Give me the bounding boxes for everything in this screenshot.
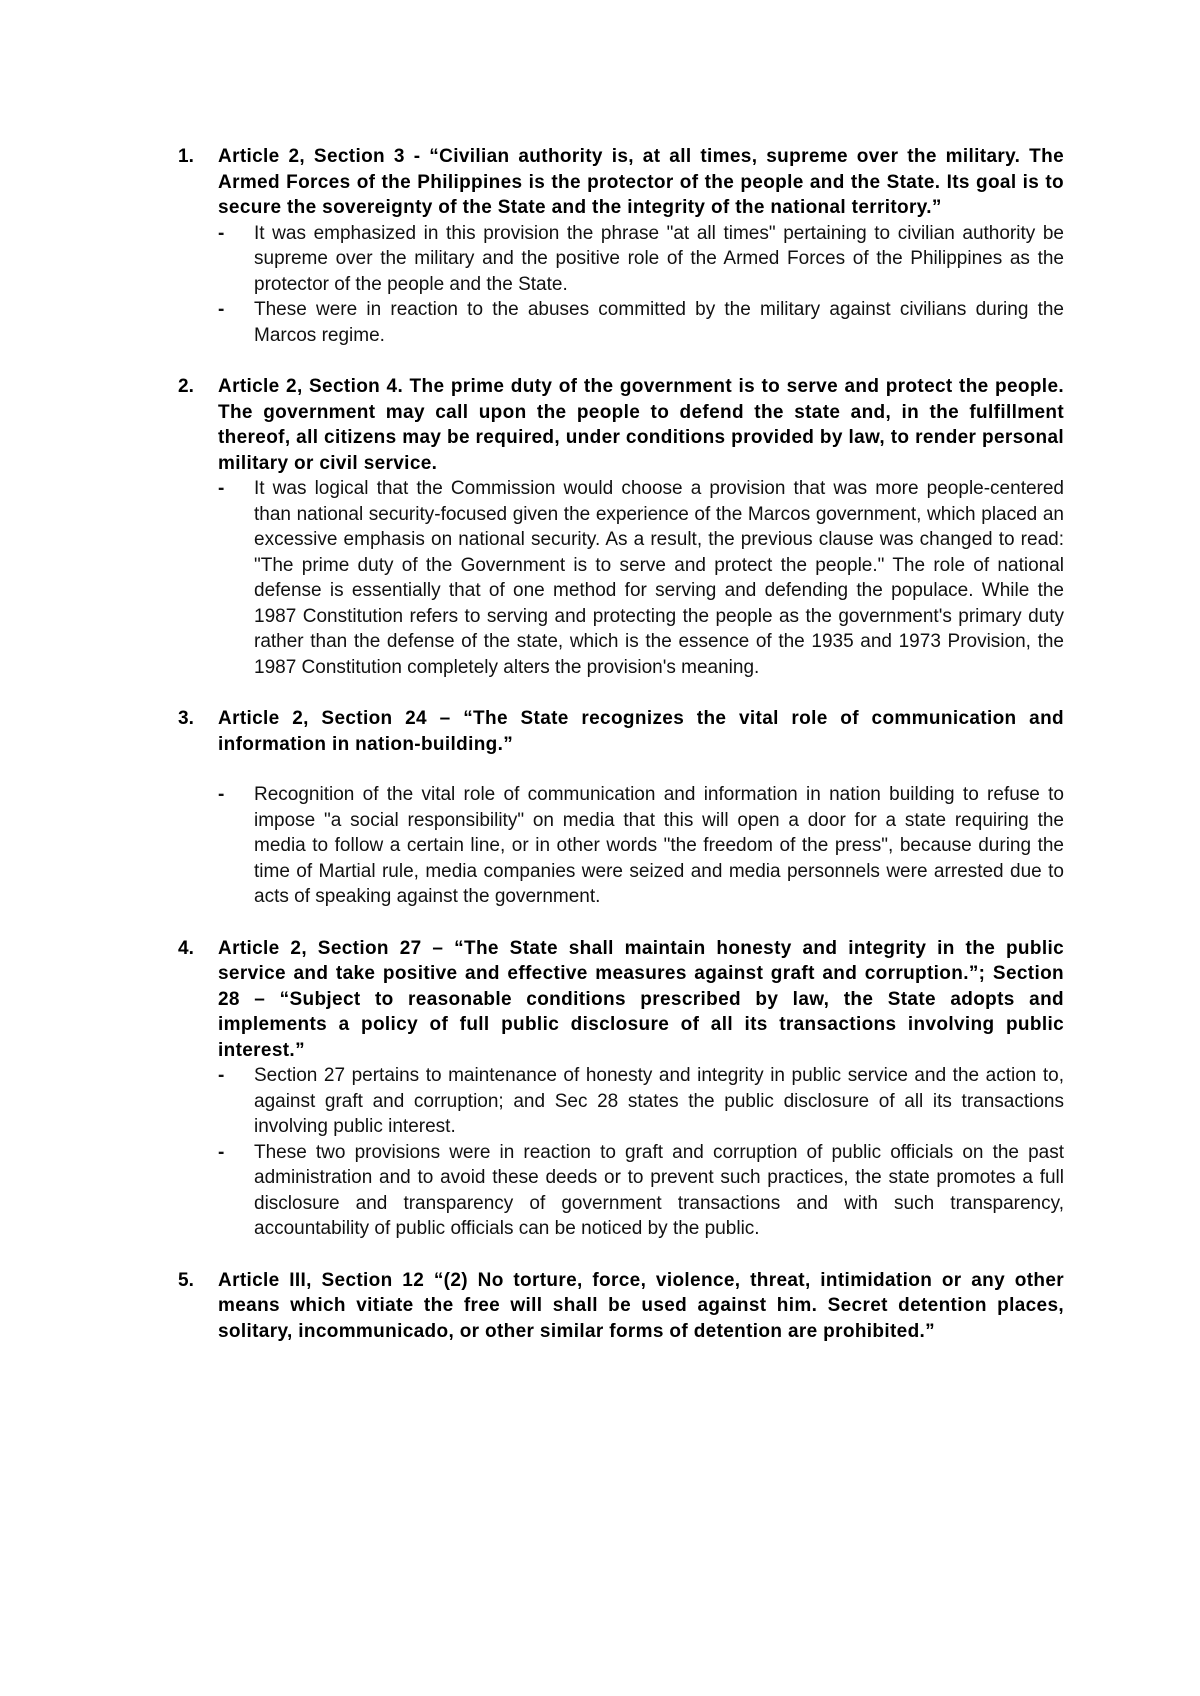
item-heading: Article 2, Section 4. The prime duty of the government is to serve and protect the people. The government may call upon the people to defend the state and, in the fulfillment thereof, all citizens may be required, under conditions provided by law, to render personal military or civil service. [218, 376, 1064, 474]
bullet-dash: - [218, 299, 225, 320]
bullet-text: Section 27 pertains to maintenance of honesty and integrity in public service and the action to, against graft and corruption; and Sec 28 states the public disclosure of all its transactions involving public interest. [254, 1065, 1064, 1137]
bullet-text: Recognition of the vital role of communication and information in nation building to refuse to impose "a social responsibility" on media that this will open a door for a state requiring the media to follow a certain line, or in other words "the freedom of the press", because during the time of Martial rule, media companies were seized and media personnels were arrested due to acts of speaking against the government. [254, 784, 1064, 907]
bullet-text: It was emphasized in this provision the phrase "at all times" pertaining to civilian authority be supreme over the military and the positive role of the Armed Forces of the Philippines as the protector of the people and the State. [254, 222, 1064, 295]
bullet-dash: - [218, 1065, 225, 1086]
item-heading: Article 2, Section 24 – “The State recognizes the vital role of communication and information in nation-building.” [218, 708, 1064, 755]
item-number: 2. [178, 376, 194, 397]
bullet-item [218, 476, 1064, 680]
bullet-dash: - [218, 222, 225, 244]
item-heading: Article 2, Section 27 – “The State shall maintain honesty and integrity in the public service and take positive and effective measures against graft and corruption.”; Section 28 – “Subject to reasonable conditions prescribed by law, the State adopts and implements a policy of full public disclosure of all its transactions involving public interest.” [218, 937, 1064, 1061]
bullet-item [218, 1140, 1064, 1242]
item-number: 1. [178, 146, 194, 167]
bullet-item [218, 1063, 1064, 1140]
document-content [178, 144, 1064, 1344]
list-item-2 [178, 374, 1064, 680]
bullet-text: These were in reaction to the abuses committed by the military against civilians during the Marcos regime. [254, 299, 1064, 346]
bullet-list [218, 221, 1064, 349]
item-heading: Article 2, Section 3 - “Civilian authority is, at all times, supreme over the military. The Armed Forces of the Philippines is the protector of the people and the State. Its goal is to secure the sovereignty of the State and the integrity of the national territory.” [218, 146, 1064, 218]
bullet-item [218, 297, 1064, 348]
bullet-text: These two provisions were in reaction to graft and corruption of public officials on the past administration and to avoid these deeds or to prevent such practices, the state promotes a full disclosure and transparency of government transactions and with such transparency, accountability of public officials can be noticed by the public. [254, 1141, 1064, 1239]
bullet-item [218, 221, 1064, 298]
list-item-4 [178, 936, 1064, 1242]
bullet-dash: - [218, 478, 225, 499]
list-item-1 [178, 144, 1064, 348]
bullet-list [218, 476, 1064, 680]
item-number: 4. [178, 937, 194, 959]
list-item-5 [178, 1268, 1064, 1345]
item-number: 5. [178, 1269, 194, 1291]
item-heading: Article III, Section 12 “(2) No torture, force, violence, threat, intimidation or any other means which vitiate the free will shall be used against him. Secret detention places, solitary, incommunicado, or other similar forms of detention are prohibited.” [218, 1269, 1064, 1342]
bullet-dash: - [218, 1141, 225, 1163]
bullet-list [218, 782, 1064, 910]
bullet-dash: - [218, 784, 225, 805]
bullet-list [218, 1063, 1064, 1242]
item-number: 3. [178, 708, 194, 729]
list-item-3 [178, 706, 1064, 910]
bullet-item [218, 782, 1064, 910]
bullet-text: It was logical that the Commission would choose a provision that was more people-centered than national security-focused given the experience of the Marcos government, which placed an excessive emphasis on national security. As a result, the previous clause was changed to read: "The prime duty of the Government is to serve and protect the people." The role of national defense is essentially that of one method for serving and defending the populace. While the 1987 Constitution refers to serving and protecting the people as the government's primary duty rather than the defense of the state, which is the essence of the 1935 and 1973 Provision, the 1987 Constitution completely alters the provision's meaning. [254, 478, 1064, 678]
